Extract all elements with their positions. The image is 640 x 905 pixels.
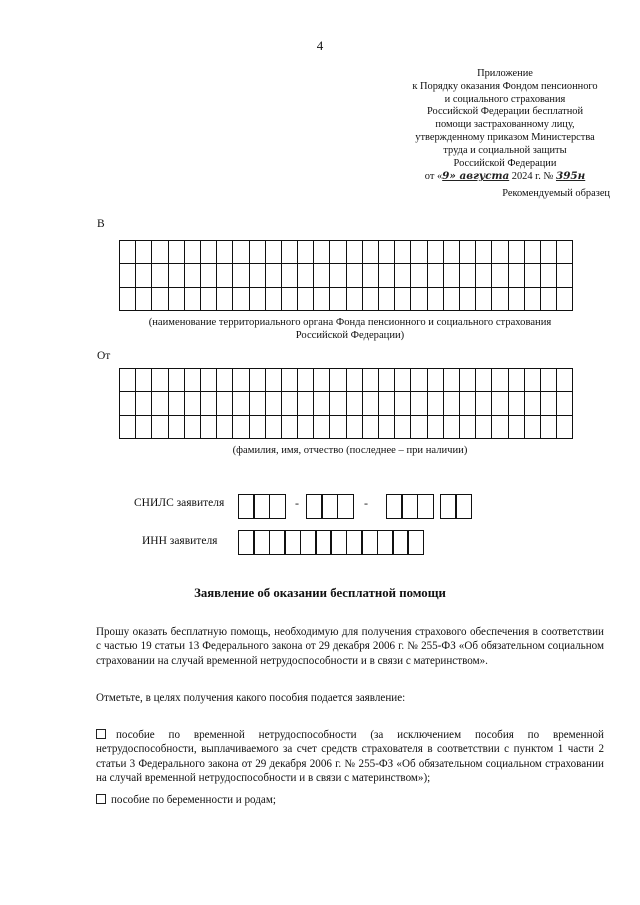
appendix-line: помощи застрахованному лицу, — [435, 119, 575, 131]
grid-row — [120, 241, 573, 264]
page-number: 4 — [316, 38, 324, 53]
handwritten-number: 395н — [555, 170, 586, 183]
to-label: В — [97, 218, 105, 230]
applicant-name-grid[interactable] — [119, 368, 573, 439]
caption-line: Российской Федерации) — [295, 330, 405, 341]
snils-dash: - — [295, 496, 299, 510]
handwritten-date: 9» августа — [442, 170, 510, 183]
request-paragraph — [96, 625, 604, 668]
checkbox[interactable] — [96, 729, 106, 739]
option-pregnancy-childbirth[interactable] — [96, 793, 604, 807]
recommended-sample: Рекомендуемый образец — [502, 188, 610, 199]
document-title: Заявление об оказании бесплатной помощи — [194, 586, 446, 600]
snils-group-1[interactable] — [238, 494, 286, 519]
date-year: 2024 г. № — [509, 171, 556, 183]
grid-row — [120, 392, 573, 415]
snils-dash: - — [364, 496, 368, 510]
territorial-body-caption — [110, 316, 590, 342]
request-text: Прошу оказать бесплатную помощь, необходимую для получения страхового обеспечения в соответствии с частью 19 статьи 13 Федерального закона от 29 декабря 2006 г. № 255-ФЗ «Об обязательном социальном страховании на случай временной нетрудоспособности и в связи с материнством». — [96, 626, 604, 667]
appendix-line: Российской Федерации бесплатной — [426, 106, 584, 118]
grid-row — [120, 415, 573, 438]
snils-group-3[interactable] — [386, 494, 434, 519]
appendix-line: Российской Федерации — [453, 157, 557, 169]
date-prefix: от « — [424, 171, 443, 183]
option-temporary-disability[interactable] — [96, 728, 604, 785]
appendix-line: Приложение — [477, 68, 533, 79]
mark-instruction: Отметьте, в целях получения какого пособия подается заявление: — [96, 692, 406, 704]
appendix-line: утвержденному приказом Министерства — [415, 131, 595, 143]
appendix-block — [400, 68, 610, 184]
approval-date-line — [400, 170, 610, 184]
caption-line: (наименование территориального органа Фонда пенсионного и социального страхования — [148, 317, 552, 328]
appendix-line: труда и социальной защиты — [443, 144, 567, 156]
snils-group-2[interactable] — [306, 494, 354, 519]
inn-label: ИНН заявителя — [142, 535, 218, 547]
from-label: От — [97, 350, 111, 362]
option-label: пособие по временной нетрудоспособности (за исключением пособия по временной нетрудоспособности, выплачиваемого за счет средств страхователя в соответствии с пунктом 1 части 2 статьи 3 Федерального закона от 29 декабря 2006 г. № 255-ФЗ «Об обязательном социальном страховании на случай временной нетрудоспособности и в связи с материнством»); — [96, 729, 604, 784]
grid-row — [120, 287, 573, 310]
grid-row — [120, 264, 573, 287]
option-label: пособие по беременности и родам; — [111, 794, 276, 806]
territorial-body-grid[interactable] — [119, 240, 573, 311]
snils-label: СНИЛС заявителя — [134, 497, 225, 509]
snils-group-4[interactable] — [440, 494, 472, 519]
applicant-name-caption: (фамилия, имя, отчество (последнее – при наличии) — [232, 445, 468, 456]
checkbox[interactable] — [96, 794, 106, 804]
inn-cells[interactable] — [238, 530, 424, 555]
appendix-line: к Порядку оказания Фондом пенсионного — [412, 80, 598, 92]
appendix-line: и социального страхования — [444, 93, 566, 105]
grid-row — [120, 369, 573, 392]
